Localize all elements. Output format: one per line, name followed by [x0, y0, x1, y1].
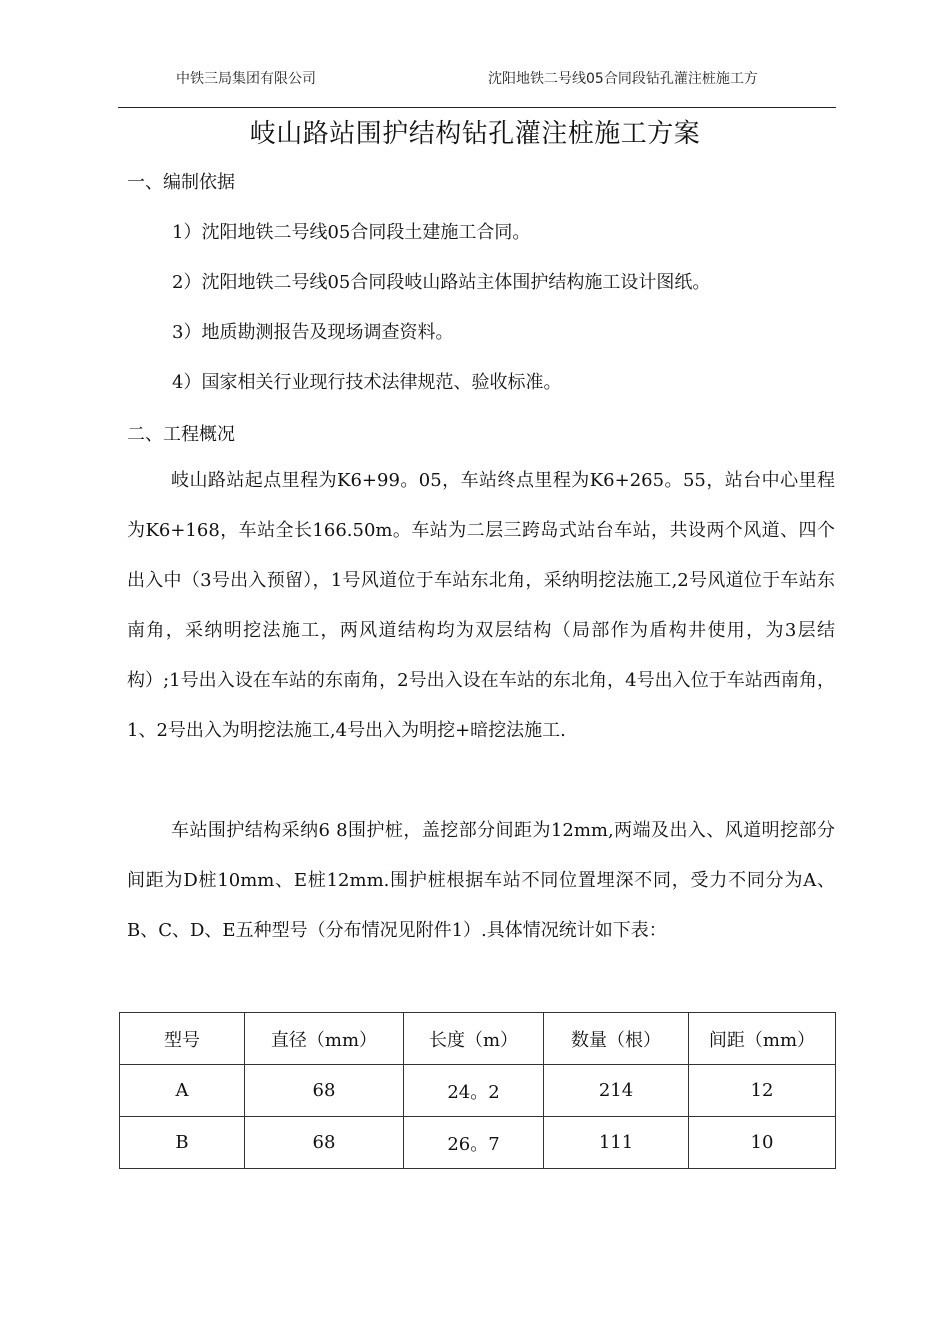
table-cell: 111 [544, 1117, 689, 1169]
pile-statistics-table [119, 1012, 836, 1169]
section2-heading: 二、工程概况 [127, 424, 235, 445]
table-row [120, 1117, 836, 1169]
document-title: 岐山路站围护结构钻孔灌注桩施工方案 [249, 119, 701, 149]
table-header-row [120, 1013, 836, 1065]
overview-paragraph-2: 车站围护结构采纳6 8围护桩，盖挖部分间距为12mm,两端及出入、风道明挖部分间距为D桩10mm、E桩12mm.围护桩根据车站不同位置埋深不同，受力不同分为A、B、C、D、E五种型号（分布情况见附件1）.具体情况统计如下表： [127, 820, 835, 941]
header-project: 沈阳地铁二号线05合同段钻孔灌注桩施工方 [488, 71, 758, 87]
table-cell: A [120, 1065, 245, 1117]
table-cell: 214 [544, 1065, 689, 1117]
section1-heading: 一、编制依据 [127, 172, 235, 193]
basis-item-3: 3）地质勘测报告及现场调查资料。 [172, 322, 454, 343]
header-cell-length: 长度（m） [404, 1013, 544, 1065]
table-cell: 68 [245, 1117, 404, 1169]
overview-paragraph-1: 岐山路站起点里程为K6+99。05，车站终点里程为K6+265。55，站台中心里程为K6+168，车站全长166.50m。车站为二层三跨岛式站台车站，共设两个风道、四个出入中（3号出入预留），1号风道位于车站东北角，采纳明挖法施工,2号风道位于车站东南角，采纳明挖法施工，两风道结构均为双层结构（局部作为盾构井使用，为3层结构）;1号出入设在车站的东南角，2号出入设在车站的东北角，4号出入位于车站西南角，1、2号出入为明挖法施工,4号出入为明挖+暗挖法施工. [127, 470, 835, 741]
table-cell: 10 [689, 1117, 836, 1169]
header-cell-quantity: 数量（根） [544, 1013, 689, 1065]
basis-item-4: 4）国家相关行业现行技术法律规范、验收标准。 [172, 372, 562, 393]
basis-item-1: 1）沈阳地铁二号线05合同段土建施工合同。 [172, 222, 531, 243]
table-cell: 26。7 [404, 1117, 544, 1169]
table-cell: 24。2 [404, 1065, 544, 1117]
header-cell-type: 型号 [120, 1013, 245, 1065]
table-cell: 68 [245, 1065, 404, 1117]
header-cell-spacing: 间距（mm） [689, 1013, 836, 1065]
table-row [120, 1065, 836, 1117]
table-cell: 12 [689, 1065, 836, 1117]
header-company: 中铁三局集团有限公司 [176, 71, 316, 87]
header-divider [118, 107, 836, 108]
header-cell-diameter: 直径（mm） [245, 1013, 404, 1065]
basis-item-2: 2）沈阳地铁二号线05合同段岐山路站主体围护结构施工设计图纸。 [172, 272, 711, 293]
table-cell: B [120, 1117, 245, 1169]
